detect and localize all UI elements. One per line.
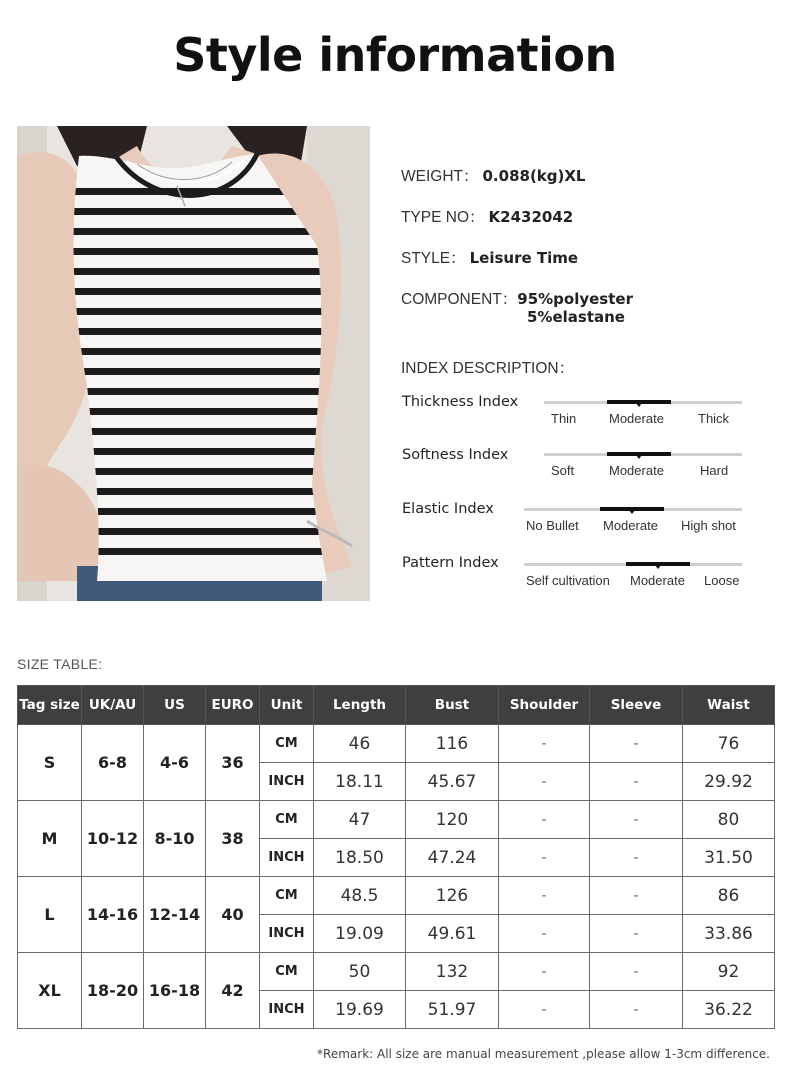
header-shoulder: Shoulder <box>499 686 590 725</box>
shoulder-cell: - <box>499 877 590 915</box>
product-photo <box>17 126 370 601</box>
bust-cell: 51.97 <box>406 991 499 1029</box>
elastic-option-moderate: Moderate <box>603 518 658 533</box>
size-tag-cell: XL <box>18 953 82 1029</box>
component-row <box>401 287 633 309</box>
bust-cell: 120 <box>406 801 499 839</box>
table-row <box>18 725 775 763</box>
length-cell: 19.09 <box>314 915 406 953</box>
elastic-option-high-shot: High shot <box>681 518 736 533</box>
sleeve-cell: - <box>590 877 683 915</box>
sleeve-cell: - <box>590 839 683 877</box>
length-cell: 18.11 <box>314 763 406 801</box>
unit-cell: CM <box>260 801 314 839</box>
unit-cell: INCH <box>260 763 314 801</box>
softness-scale <box>544 453 742 456</box>
sleeve-cell: - <box>590 915 683 953</box>
softness-pointer-icon <box>636 455 642 459</box>
size-tag-cell: L <box>18 877 82 953</box>
waist-cell: 36.22 <box>683 991 775 1029</box>
pattern-index-label: Pattern Index <box>402 555 499 571</box>
table-row <box>18 877 775 915</box>
pattern-pointer-icon <box>655 565 661 569</box>
unit-cell: CM <box>260 877 314 915</box>
thickness-index-label: Thickness Index <box>402 394 519 410</box>
component-row-2 <box>527 308 625 326</box>
waist-cell: 86 <box>683 877 775 915</box>
bust-cell: 45.67 <box>406 763 499 801</box>
style-value: Leisure Time <box>469 249 579 267</box>
header-waist: Waist <box>683 686 775 725</box>
length-cell: 19.69 <box>314 991 406 1029</box>
us-cell: 16-18 <box>144 953 206 1029</box>
pattern-option-self-cultivation: Self cultivation <box>526 573 610 588</box>
table-row <box>18 801 775 839</box>
size-tag-cell: S <box>18 725 82 801</box>
type-no-value: K2432042 <box>488 208 574 226</box>
type-no-label: TYPE NO： <box>401 209 485 226</box>
header-bust: Bust <box>406 686 499 725</box>
uk-au-cell: 10-12 <box>82 801 144 877</box>
sleeve-cell: - <box>590 991 683 1029</box>
size-table-header-row <box>18 686 775 725</box>
thickness-pointer-icon <box>636 403 642 407</box>
sleeve-cell: - <box>590 725 683 763</box>
shoulder-cell: - <box>499 725 590 763</box>
style-row <box>401 246 578 268</box>
header-euro: EURO <box>206 686 260 725</box>
elastic-index-label: Elastic Index <box>402 501 494 517</box>
softness-index-label: Softness Index <box>402 447 509 463</box>
bust-cell: 116 <box>406 725 499 763</box>
thickness-option-thin: Thin <box>551 411 577 426</box>
component-value-2: 5%elastane <box>527 308 625 326</box>
euro-cell: 40 <box>206 877 260 953</box>
uk-au-cell: 6-8 <box>82 725 144 801</box>
bust-cell: 47.24 <box>406 839 499 877</box>
thickness-option-thick: Thick <box>698 411 730 426</box>
header-us: US <box>144 686 206 725</box>
unit-cell: CM <box>260 725 314 763</box>
uk-au-cell: 18-20 <box>82 953 144 1029</box>
bust-cell: 49.61 <box>406 915 499 953</box>
sleeve-cell: - <box>590 953 683 991</box>
shoulder-cell: - <box>499 991 590 1029</box>
page-title: Style information <box>173 28 617 82</box>
us-cell: 12-14 <box>144 877 206 953</box>
elastic-scale <box>524 508 742 511</box>
shoulder-cell: - <box>499 801 590 839</box>
euro-cell: 42 <box>206 953 260 1029</box>
header-unit: Unit <box>260 686 314 725</box>
index-description-heading: INDEX DESCRIPTION： <box>401 360 575 377</box>
weight-value: 0.088(kg)XL <box>482 167 586 185</box>
length-cell: 48.5 <box>314 877 406 915</box>
length-cell: 46 <box>314 725 406 763</box>
size-tag-cell: M <box>18 801 82 877</box>
waist-cell: 76 <box>683 725 775 763</box>
unit-cell: INCH <box>260 915 314 953</box>
striped-tank-top-image <box>17 126 370 601</box>
type-no-row <box>401 205 573 227</box>
waist-cell: 80 <box>683 801 775 839</box>
component-value-1: 95%polyester <box>517 290 633 308</box>
euro-cell: 38 <box>206 801 260 877</box>
us-cell: 4-6 <box>144 725 206 801</box>
softness-option-hard: Hard <box>700 463 729 478</box>
unit-cell: INCH <box>260 839 314 877</box>
waist-cell: 33.86 <box>683 915 775 953</box>
sleeve-cell: - <box>590 763 683 801</box>
euro-cell: 36 <box>206 725 260 801</box>
pattern-option-loose: Loose <box>704 573 740 588</box>
softness-option-moderate: Moderate <box>609 463 664 478</box>
waist-cell: 29.92 <box>683 763 775 801</box>
length-cell: 47 <box>314 801 406 839</box>
remark-note: *Remark: All size are manual measurement ,please allow 1-3cm difference. <box>317 1047 770 1061</box>
thickness-option-moderate: Moderate <box>609 411 664 426</box>
header-uk-au: UK/AU <box>82 686 144 725</box>
waist-cell: 31.50 <box>683 839 775 877</box>
softness-option-soft: Soft <box>551 463 575 478</box>
elastic-pointer-icon <box>629 510 635 514</box>
size-table-label: SIZE TABLE: <box>17 656 103 672</box>
sleeve-cell: - <box>590 801 683 839</box>
shoulder-cell: - <box>499 953 590 991</box>
unit-cell: CM <box>260 953 314 991</box>
unit-cell: INCH <box>260 991 314 1029</box>
pattern-option-moderate: Moderate <box>630 573 685 588</box>
us-cell: 8-10 <box>144 801 206 877</box>
header-sleeve: Sleeve <box>590 686 683 725</box>
weight-label: WEIGHT： <box>401 168 479 185</box>
uk-au-cell: 14-16 <box>82 877 144 953</box>
bust-cell: 126 <box>406 877 499 915</box>
bust-cell: 132 <box>406 953 499 991</box>
size-table <box>17 685 775 1029</box>
component-label: COMPONENT： <box>401 291 518 308</box>
header-tag-size: Tag size <box>18 686 82 725</box>
length-cell: 50 <box>314 953 406 991</box>
table-row <box>18 953 775 991</box>
thickness-scale <box>544 401 742 404</box>
shoulder-cell: - <box>499 839 590 877</box>
waist-cell: 92 <box>683 953 775 991</box>
header-length: Length <box>314 686 406 725</box>
pattern-scale <box>524 563 742 566</box>
shoulder-cell: - <box>499 763 590 801</box>
style-label: STYLE： <box>401 250 466 267</box>
length-cell: 18.50 <box>314 839 406 877</box>
weight-row <box>401 164 586 186</box>
elastic-option-no-bullet: No Bullet <box>526 518 579 533</box>
shoulder-cell: - <box>499 915 590 953</box>
